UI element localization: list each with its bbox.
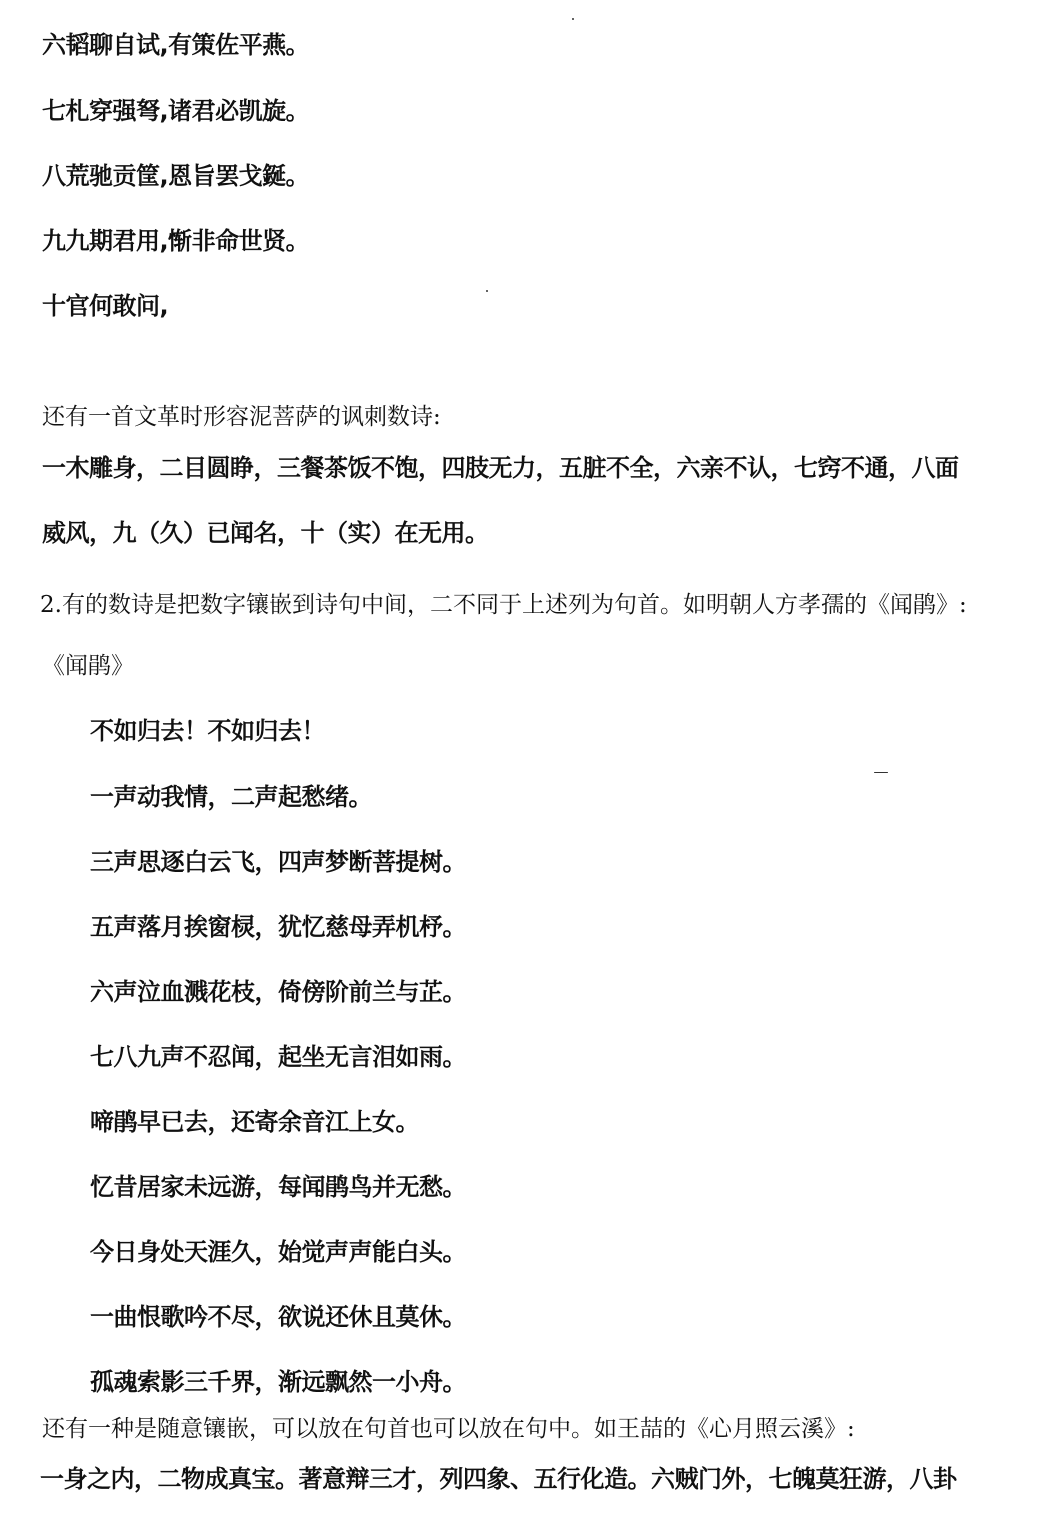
- wenjuan-line-11: 孤魂索影三千界，渐远飘然一小舟。: [90, 1368, 466, 1396]
- wenjuan-line-2: 一声动我情，二声起愁绪。: [90, 783, 372, 811]
- wenjuan-line-3: 三声思逐白云飞，四声梦断菩提树。: [90, 848, 466, 876]
- satire-poem-line-1: 一木雕身，二目圆睁，三餐茶饭不饱，四肢无力，五脏不全，六亲不认，七窍不通，八面: [42, 454, 959, 482]
- wenjuan-line-4: 五声落月挨窗棂，犹忆慈母弄机杼。: [90, 913, 466, 941]
- intro-satire-poem: 还有一首文革时形容泥菩萨的讽刺数诗:: [42, 404, 441, 430]
- wenjuan-line-9: 今日身处天涯久，始觉声声能白头。: [90, 1238, 466, 1266]
- wenjuan-line-10: 一曲恨歌吟不尽，欲说还休且莫休。: [90, 1303, 466, 1331]
- poem-line-7: 七札穿强弩,诸君必凯旋。: [42, 97, 310, 125]
- poem-title: 《闻鹃》: [42, 653, 134, 679]
- section-2-paragraph: 2.有的数诗是把数字镶嵌到诗句中间，二不同于上述列为句首。如明朝人方孝孺的《闻鹃》:: [40, 592, 967, 618]
- wenjuan-line-1: 不如归去！不如归去！: [90, 717, 325, 745]
- wenjuan-line-5: 六声泣血溅花枝，倚傍阶前兰与芷。: [90, 978, 466, 1006]
- poem-line-9: 九九期君用,惭非命世贤。: [42, 227, 310, 255]
- wangzhe-poem-line-1: 一身之内，二物成真宝。著意辩三才，列四象、五行化造。六贼门外，七魄莫狂游，八卦: [40, 1465, 957, 1493]
- poem-line-6: 六韬聊自试,有策佐平燕。: [42, 31, 310, 59]
- wenjuan-line-8: 忆昔居家未远游，每闻鹃鸟并无愁。: [90, 1173, 466, 1201]
- scan-speck: [486, 290, 488, 292]
- satire-poem-line-2: 威风，九（久）已闻名，十（实）在无用。: [42, 519, 489, 547]
- wenjuan-line-7: 啼鹃早已去，还寄余音江上女。: [90, 1108, 419, 1136]
- scan-speck: [874, 772, 888, 773]
- scan-speck: [572, 18, 574, 20]
- poem-line-8: 八荒驰贡筐,恩旨罢戈鋋。: [42, 162, 310, 190]
- wenjuan-line-6: 七八九声不忍闻，起坐无言泪如雨。: [90, 1043, 466, 1071]
- poem-line-10: 十官何敢问,: [42, 292, 169, 320]
- intro-wangzhe-poem: 还有一种是随意镶嵌，可以放在句首也可以放在句中。如王喆的《心月照云溪》:: [42, 1416, 855, 1442]
